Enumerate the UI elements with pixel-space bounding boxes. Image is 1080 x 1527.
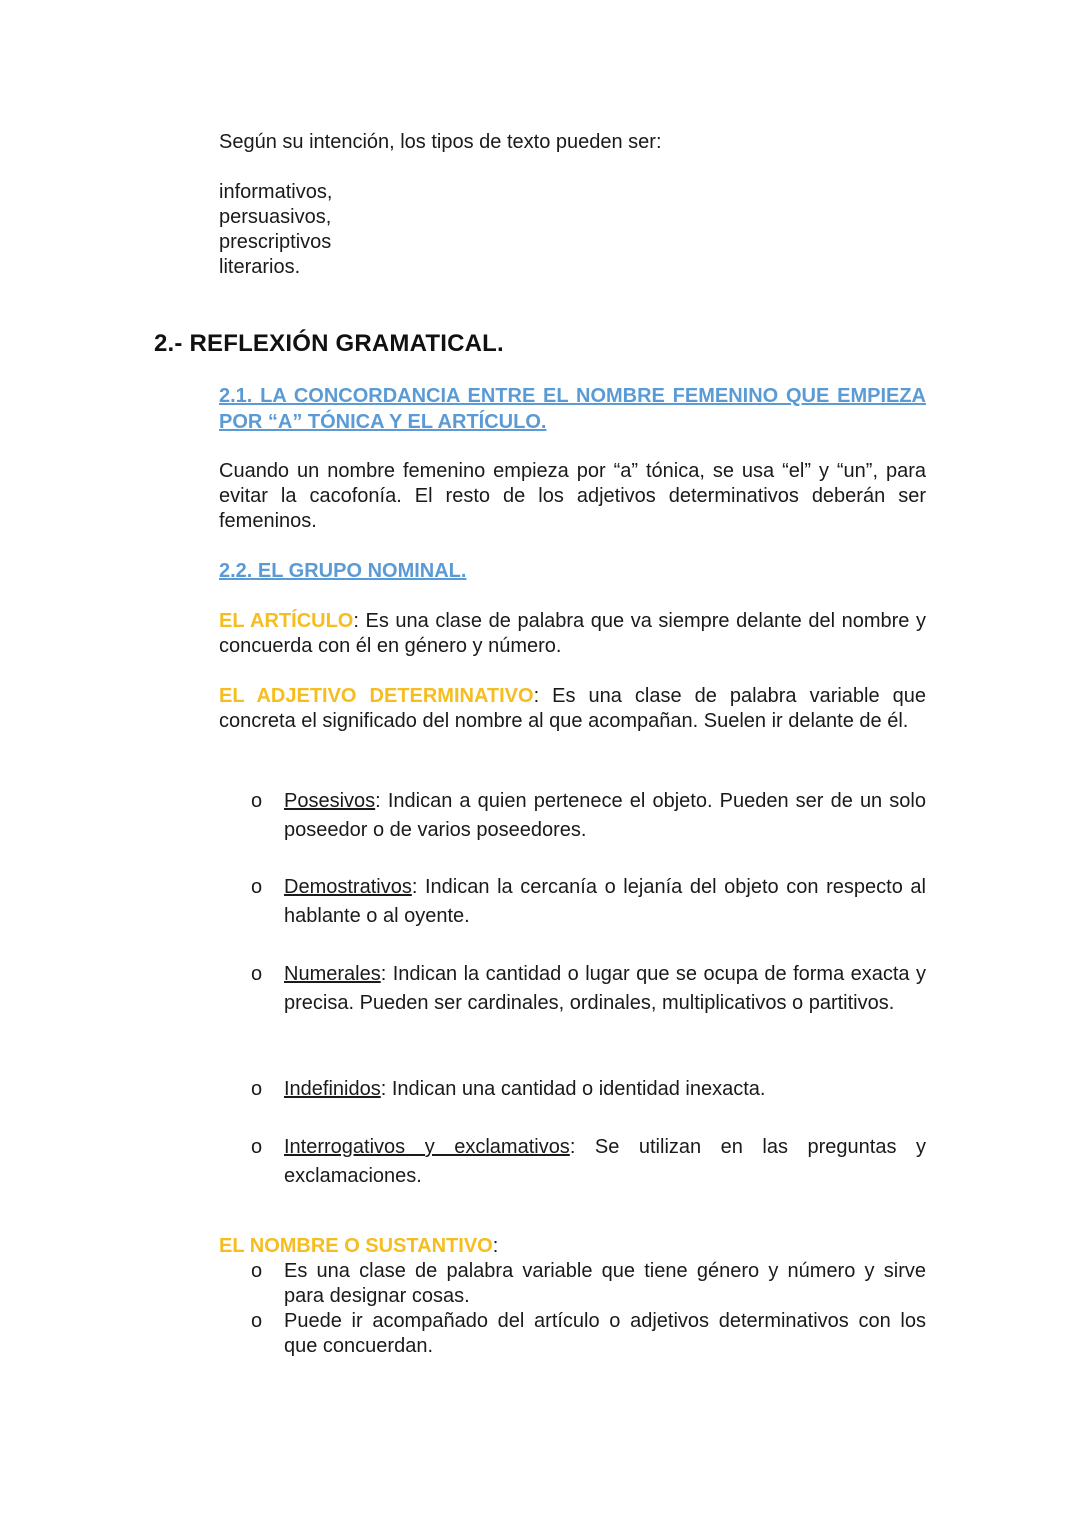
articulo-definition: : Es una clase de palabra que va siempre delante del nombre y concuerda con él en género y número. [219,610,926,657]
list-item [251,1309,926,1359]
subsection-1-text: Cuando un nombre femenino empieza por “a” tónica, se usa “el” y “un”, para evitar la cacofonía. El resto de los adjetivos determinativos deberán ser femeninos. [219,460,926,532]
nombre-term: EL NOMBRE O SUSTANTIVO [219,1235,493,1257]
adj-type-term: Indefinidos [284,1078,381,1100]
list-item [251,960,926,1017]
nombre-heading [219,1234,926,1259]
text-type-item: informativos, [219,181,333,203]
list-item [251,1259,926,1309]
intro-text: Según su intención, los tipos de texto pueden ser: [219,131,662,153]
subsection-1-title: 2.1. LA CONCORDANCIA ENTRE EL NOMBRE FEMENINO QUE EMPIEZA POR “A” TÓNICA Y EL ARTÍCULO. [219,385,926,433]
articulo-term: EL ARTÍCULO [219,610,354,632]
adjetivo-definition: : Es una clase de palabra variable que concreta el significado del nombre al que acompañan. Suelen ir delante de él. [219,685,926,732]
list-item [251,1133,926,1190]
adj-type-term: Posesivos [284,790,376,812]
adj-type-definition: : Indican una cantidad o identidad inexacta. [380,1078,766,1100]
text-type-item: prescriptivos [219,231,332,253]
subsection-2-title: 2.2. EL GRUPO NOMINAL. [219,560,467,582]
bullet-icon: o [251,1310,263,1332]
adj-type-definition: : Indican la cercanía o lejanía del objeto con respecto al hablante o al oyente. [284,876,926,927]
text-type-item: persuasivos, [219,206,332,228]
bullet-icon: o [251,1260,263,1282]
noun-property-text: Puede ir acompañado del artículo o adjetivos determinativos con los que concuerdan. [284,1310,926,1357]
adj-type-definition: : Indican a quien pertenece el objeto. Pueden ser de un solo poseedor o de varios poseedores. [284,790,926,841]
bullet-icon: o [251,1136,263,1158]
text-type-item: literarios. [219,256,301,278]
adjetivo-paragraph [219,684,926,734]
adj-type-term: Interrogativos y exclamativos [284,1136,570,1158]
adj-type-definition: : Se utilizan en las preguntas y exclamaciones. [284,1136,926,1187]
adjetivo-term: EL ADJETIVO DETERMINATIVO [219,685,534,707]
adj-type-term: Numerales [284,963,381,985]
bullet-icon: o [251,790,263,812]
list-item [251,787,926,844]
adj-type-definition: : Indican la cantidad o lugar que se ocupa de forma exacta y precisa. Pueden ser cardinales, ordinales, multiplicativos o partitivos. [284,963,926,1014]
list-item [251,1075,926,1104]
bullet-icon: o [251,1078,263,1100]
section-title: 2.- REFLEXIÓN GRAMATICAL. [154,330,504,357]
bullet-icon: o [251,963,263,985]
adj-type-term: Demostrativos [284,876,412,898]
articulo-paragraph [219,609,926,659]
list-item [251,873,926,930]
noun-property-text: Es una clase de palabra variable que tiene género y número y sirve para designar cosas. [284,1260,926,1307]
nombre-colon: : [492,1235,499,1257]
text-types-list [219,180,619,280]
bullet-icon: o [251,876,263,898]
